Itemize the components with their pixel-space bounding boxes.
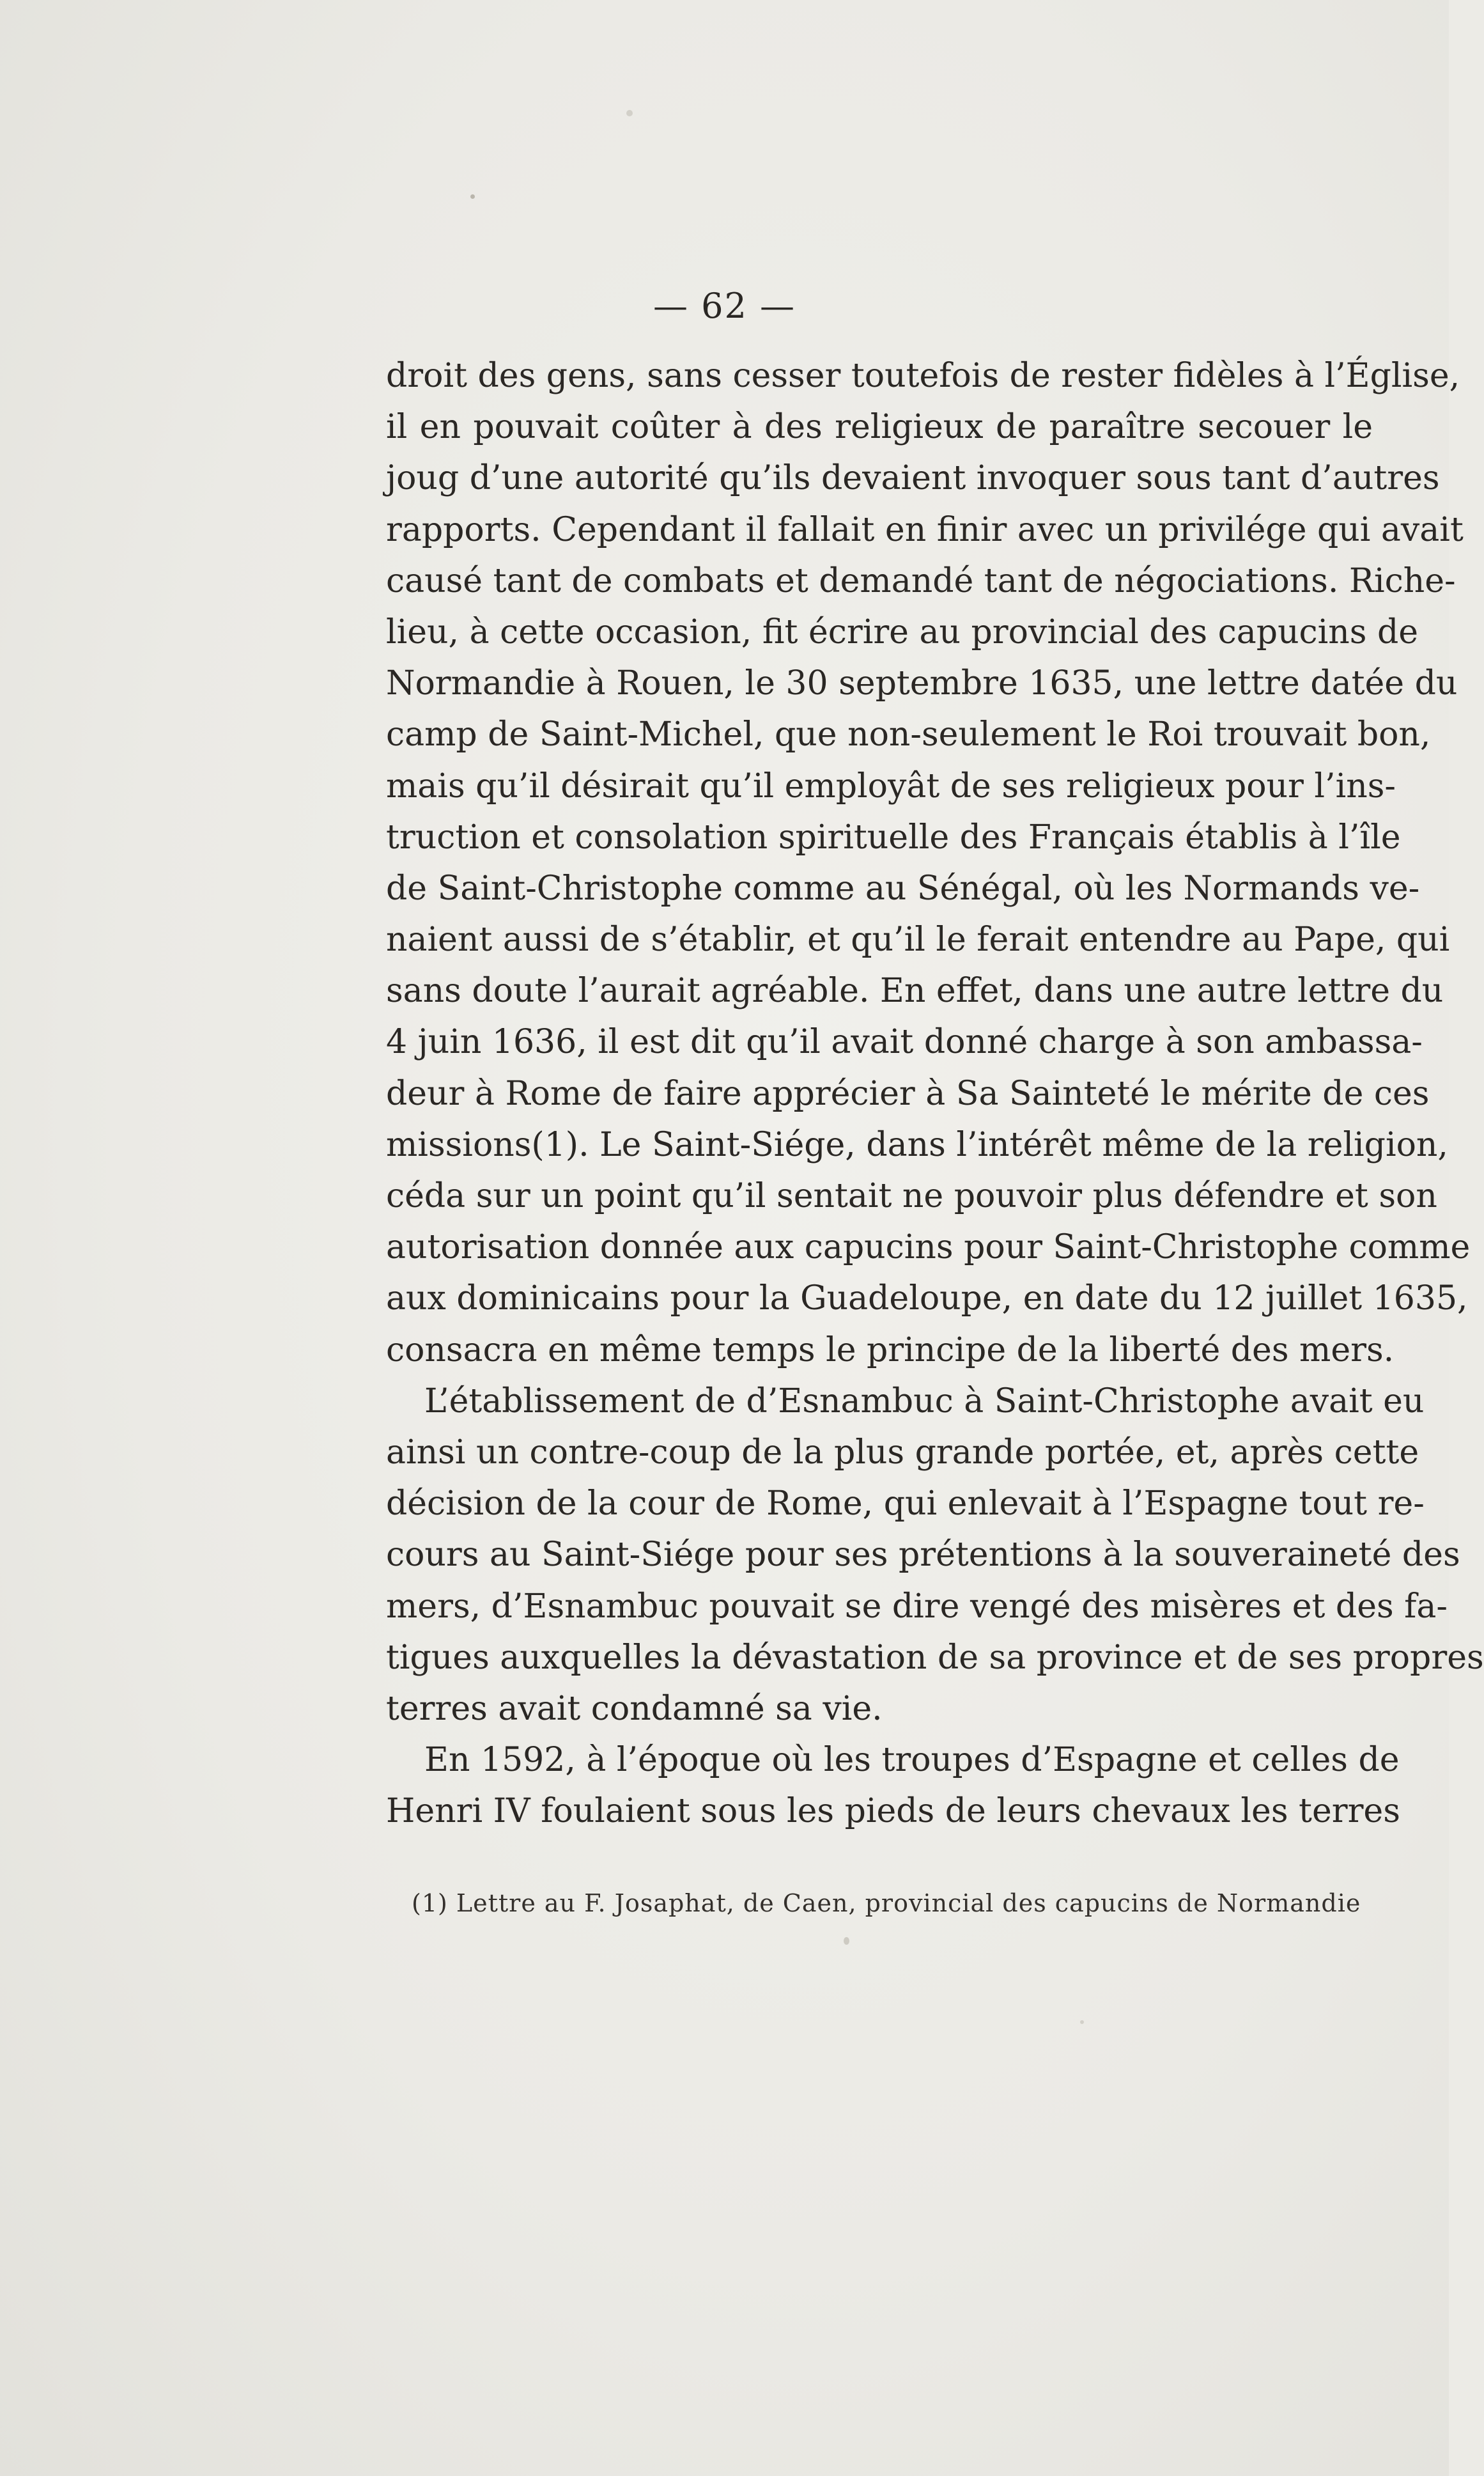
paragraph-start-line: En 1592, à l’époque où les troupes d’Espagne et celles de: [424, 1741, 1400, 1780]
footnote: (1) Lettre au F. Josaphat, de Caen, provincial des capucins de Normandie: [412, 1889, 1361, 1917]
text-line: missions(1). Le Saint-Siége, dans l’intérêt même de la religion,: [386, 1125, 1448, 1164]
text-line: mers, d’Esnambuc pouvait se dire vengé des misères et des fa-: [386, 1587, 1448, 1626]
text-line: cours au Saint-Siége pour ses prétentions à la souveraineté des: [386, 1536, 1460, 1575]
paper-speck: [470, 194, 475, 199]
text-line: lieu, à cette occasion, fit écrire au provincial des capucins de: [386, 612, 1419, 651]
text-line: ainsi un contre-coup de la plus grande portée, et, après cette: [386, 1433, 1419, 1472]
text-line: décision de la cour de Rome, qui enlevait à l’Espagne tout re-: [386, 1484, 1425, 1523]
paper-speck: [844, 1937, 849, 1945]
text-line: céda sur un point qu’il sentait ne pouvoir plus défendre et son: [386, 1177, 1437, 1215]
text-line: Normandie à Rouen, le 30 septembre 1635, une lettre datée du: [386, 664, 1458, 703]
paragraph-start-line: L’établissement de d’Esnambuc à Saint-Christophe avait eu: [424, 1382, 1425, 1421]
text-line: mais qu’il désirait qu’il employât de ses religieux pour l’ins-: [386, 767, 1396, 806]
text-line: de Saint-Christophe comme au Sénégal, où les Normands ve-: [386, 869, 1420, 908]
text-line: causé tant de combats et demandé tant de négociations. Riche-: [386, 561, 1456, 600]
text-line: camp de Saint-Michel, que non-seulement le Roi trouvait bon,: [386, 715, 1431, 754]
text-line: autorisation donnée aux capucins pour Saint-Christophe comme: [386, 1228, 1471, 1267]
text-line: tigues auxquelles la dévastation de sa province et de ses propres: [386, 1638, 1484, 1677]
paragraph-end-line: terres avait condamné sa vie.: [386, 1689, 883, 1728]
text-line: il en pouvait coûter à des religieux de paraître secouer le: [386, 408, 1373, 447]
paper-speck: [1080, 2020, 1084, 2024]
text-line: deur à Rome de faire apprécier à Sa Sainteté le mérite de ces: [386, 1074, 1430, 1113]
paragraph-end-line: consacra en même temps le principe de la liberté des mers.: [386, 1330, 1395, 1369]
body-text: [386, 350, 1484, 1837]
paper-speck: [626, 110, 633, 116]
text-line: naient aussi de s’établir, et qu’il le ferait entendre au Pape, qui: [386, 921, 1450, 960]
text-line: 4 juin 1636, il est dit qu’il avait donné charge à son ambassa-: [386, 1023, 1423, 1062]
page-number: — 62 —: [653, 286, 796, 326]
text-line: rapports. Cependant il fallait en finir avec un privilége qui avait: [386, 510, 1464, 549]
text-line: truction et consolation spirituelle des Français établis à l’île: [386, 818, 1401, 857]
text-line: joug d’une autorité qu’ils devaient invoquer sous tant d’autres: [386, 459, 1440, 498]
text-line: sans doute l’aurait agréable. En effet, dans une autre lettre du: [386, 972, 1444, 1011]
text-line: droit des gens, sans cesser toutefois de rester fidèles à l’Église,: [386, 357, 1460, 395]
text-line: Henri IV foulaient sous les pieds de leurs chevaux les terres: [386, 1792, 1400, 1831]
text-line: aux dominicains pour la Guadeloupe, en date du 12 juillet 1635,: [386, 1279, 1468, 1318]
